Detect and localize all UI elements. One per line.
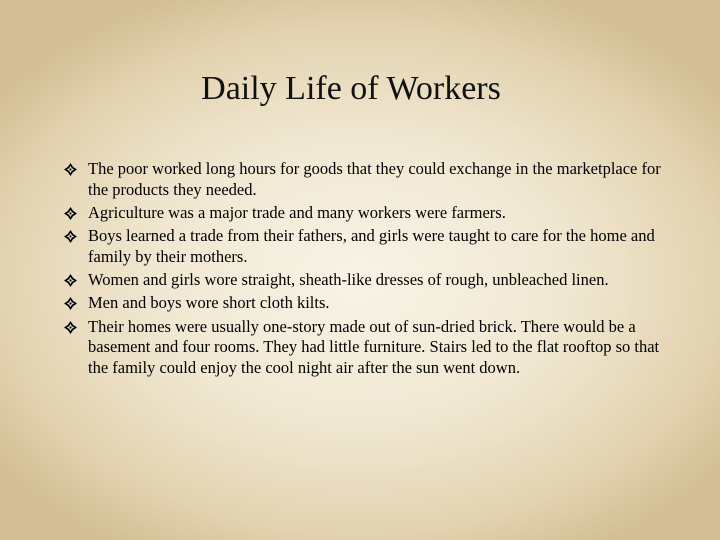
bullet-item <box>64 159 674 201</box>
four-leaf-diamond-bullet-icon <box>64 230 77 243</box>
four-leaf-diamond-bullet-icon <box>64 297 77 310</box>
four-leaf-diamond-bullet-icon <box>64 321 77 334</box>
bullet-text: Women and girls wore straight, sheath-like dresses of rough, unbleached linen. <box>88 270 609 290</box>
four-leaf-diamond-bullet-icon <box>64 274 77 287</box>
bullet-item <box>64 270 674 291</box>
bullet-item <box>64 226 674 268</box>
bullet-list <box>64 159 674 381</box>
bullet-text: Boys learned a trade from their fathers, and girls were taught to care for the home and family by their mothers. <box>88 226 655 266</box>
four-leaf-diamond-bullet-icon <box>64 207 77 220</box>
bullet-text: Agriculture was a major trade and many workers were farmers. <box>88 202 506 222</box>
bullet-item <box>64 293 674 314</box>
bullet-text: Men and boys wore short cloth kilts. <box>88 293 330 313</box>
bullet-text: The poor worked long hours for goods that they could exchange in the marketplace for the products they needed. <box>88 159 661 199</box>
bullet-text: Their homes were usually one-story made out of sun-dried brick. There would be a basement and four rooms. They had little furniture. Stairs led to the flat rooftop so that the family could enjoy the cool night air after the sun went down. <box>88 316 660 378</box>
bullet-item <box>64 317 674 379</box>
slide-title: Daily Life of Workers <box>201 70 501 107</box>
four-leaf-diamond-bullet-icon <box>64 163 77 176</box>
bullet-item <box>64 203 674 224</box>
